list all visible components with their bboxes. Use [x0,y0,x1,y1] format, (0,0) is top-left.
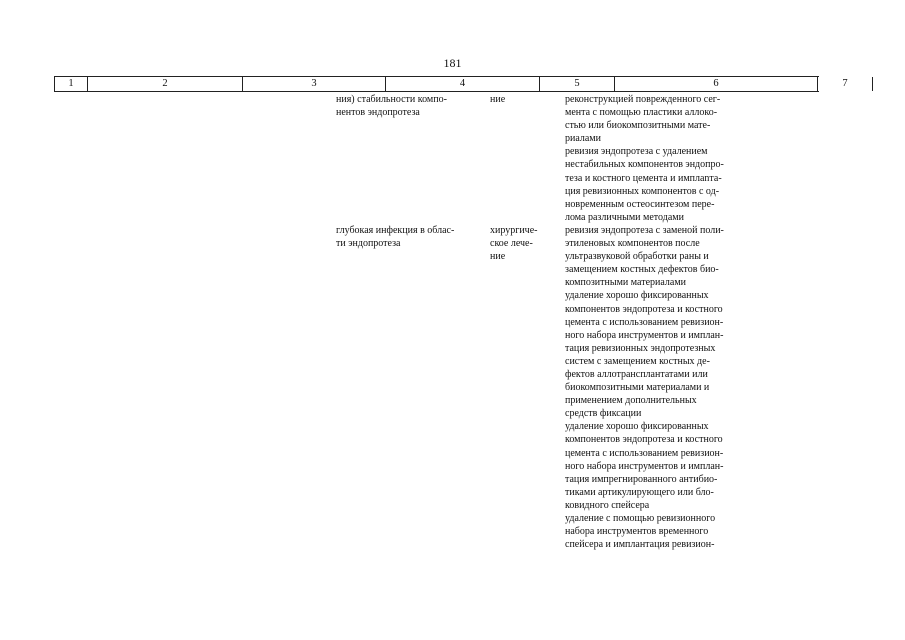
text-line: компонентов эндопротеза и костного [565,434,723,446]
header-col-5: 5 [539,77,614,91]
header-col-4: 4 [385,77,539,91]
header-col-6: 6 [614,77,817,91]
text-line: ультразвуковой обработки раны и [565,251,709,263]
text-line: риалами [565,133,601,145]
text-line: нентов эндопротеза [336,107,420,119]
text-line: реконструкцией поврежденного сег- [565,94,721,105]
header-col-2: 2 [87,77,242,91]
page-number: 181 [443,56,462,70]
text-line: композитными материалами [565,277,686,289]
text-line: компонентов эндопротеза и костного [565,303,723,315]
text-line: применением дополнительных [565,395,697,407]
text-line: ковидного спейсера [565,499,650,511]
text-line: систем с замещением костных де- [565,355,710,367]
col5-text-block-2 [490,224,556,263]
header-col-7: 7 [817,77,873,91]
text-line: мента с помощью пластики аллоко- [565,107,718,119]
text-line: цемента с использованием ревизион- [565,316,724,328]
text-line: ния) стабильности компо- [336,94,447,105]
text-line: ревизия эндопротеза с удалением [565,146,708,158]
text-line: удаление хорошо фиксированных [565,290,709,302]
text-line: теза и костного цемента и имплanта- [565,172,722,184]
column-4-content [336,93,481,250]
text-line: ция ревизионных компонентов с од- [565,185,720,197]
text-line: этиленовых компонентов после [565,238,700,250]
header-col-1: 1 [54,77,87,91]
text-line: цемента с использованием ревизион- [565,447,724,459]
col4-text-block-1 [336,93,481,119]
text-line: ревизия эндопротеза с заменой поли- [565,224,724,236]
text-line: стью или биокомпозитными мате- [565,120,711,132]
column-6-content [565,93,757,551]
col4-text-block-2 [336,224,481,250]
text-line: новременным остеосинтезом пере- [565,198,715,210]
text-line: ного набора инструментов и имплан- [565,329,724,341]
header-col-3: 3 [242,77,385,91]
text-line: набора инструментов временного [565,526,709,538]
text-line: замещением костных дефектов био- [565,264,719,276]
text-line: лома различными методами [565,211,684,223]
text-line: ти эндопротеза [336,238,401,250]
table-header-row [54,76,848,92]
text-line: ние [490,94,506,105]
col5-text-block-1 [490,93,556,106]
text-line: хирургиче- [490,224,538,236]
text-line: удаление хорошо фиксированных [565,421,709,433]
text-line: тация ревизионных эндопротезных [565,342,716,354]
text-line: спейсера и имплантация ревизион- [565,539,715,551]
text-line: ного набора инструментов и имплан- [565,460,724,472]
text-line: тация импрегнированного антибио- [565,473,718,485]
text-line: ние [490,251,506,263]
column-5-content [490,93,556,263]
text-line: глубокая инфекция в облас- [336,224,455,236]
text-line: удаление с помощью ревизионного [565,513,716,524]
text-line: фектов аллотрансплантатами или [565,368,708,380]
text-line: тиками артикулирующего или бло- [565,486,714,498]
text-line: средств фиксации [565,408,642,420]
text-line: нестабильных компонентов эндопро- [565,159,724,171]
text-line: ское лече- [490,238,533,250]
text-line: биокомпозитными материалами и [565,382,710,394]
